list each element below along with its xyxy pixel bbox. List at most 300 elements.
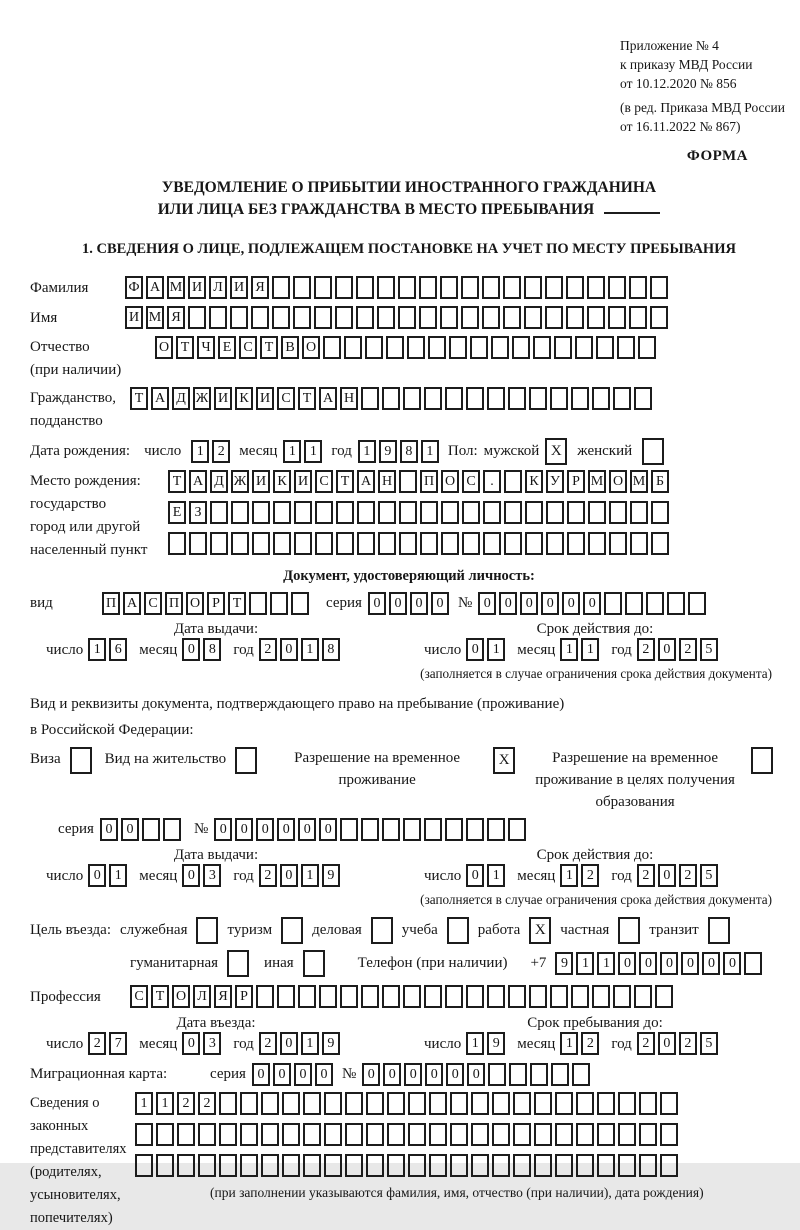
char-box [571,985,589,1008]
char-box: 0 [389,592,407,615]
char-box [513,1123,531,1146]
char-box [660,1092,678,1115]
char-box [639,1092,657,1115]
char-box [293,306,311,329]
char-box: А [319,387,337,410]
appendix-block [620,36,788,136]
char-box: 0 [214,818,232,841]
char-box [550,985,568,1008]
char-box: 0 [466,864,484,887]
char-box: Д [210,470,228,493]
birth-place-label: Место рождения: государство город или другой населенный пункт [30,473,148,558]
char-box [303,1092,321,1115]
appendix-line: к приказу МВД России [620,57,753,72]
char-box [576,1092,594,1115]
char-box [293,276,311,299]
purpose-study-checkbox [447,917,469,944]
char-box [545,276,563,299]
char-box [366,1092,384,1115]
char-box: 0 [658,864,676,887]
char-box [445,818,463,841]
char-box [567,501,585,524]
char-box [588,501,606,524]
char-box [492,1154,510,1177]
char-box [382,818,400,841]
char-box [135,1123,153,1146]
stay-doc-issue-date: число 0 1 месяц 0 3 год 2 0 1 9 [46,864,352,889]
valid-until-title: Срок действия до: [536,847,654,863]
char-box [503,306,521,329]
char-box [445,985,463,1008]
char-box [345,1123,363,1146]
citizenship-boxes [130,387,655,410]
char-box [198,1154,216,1177]
char-box [471,1123,489,1146]
identity-doc-kind-field: вид П А С П О Р Т серия 0 0 0 0 № 0 0 0 0 0 0 [30,591,788,616]
char-box [361,818,379,841]
char-box: И [252,470,270,493]
char-box [429,1154,447,1177]
purpose-work-checkbox: X [529,917,551,944]
char-box [618,1154,636,1177]
given-name-label: Имя [30,310,58,326]
citizenship-field [30,387,788,433]
char-box [335,306,353,329]
char-box: Н [378,470,396,493]
char-box [567,532,585,555]
char-box [230,306,248,329]
char-box: 0 [280,864,298,887]
char-box [524,276,542,299]
char-box [315,501,333,524]
char-box [508,985,526,1008]
char-box [546,501,564,524]
char-box [240,1123,258,1146]
char-box: Л [193,985,211,1008]
stay-doc-number-boxes [214,818,529,841]
char-box [572,1063,590,1086]
char-box [272,276,290,299]
char-box [188,306,206,329]
char-box: 2 [88,1032,106,1055]
char-box [403,985,421,1008]
char-box: И [294,470,312,493]
purpose-tourism-checkbox [281,917,303,944]
char-box [357,501,375,524]
char-box [655,985,673,1008]
birth-place-row-3 [168,532,672,555]
char-box: О [441,470,459,493]
valid-until-title: Срок действия до: [536,621,654,637]
char-box: 0 [466,638,484,661]
char-box: 1 [109,864,127,887]
char-box [509,1063,527,1086]
char-box: 1 [576,952,594,975]
char-box: В [281,336,299,359]
char-box: Л [209,276,227,299]
char-box [387,1154,405,1177]
char-box: Р [235,985,253,1008]
char-box: 2 [679,638,697,661]
migration-number-boxes [362,1063,593,1086]
char-box [487,818,505,841]
char-box [555,1154,573,1177]
char-box [210,532,228,555]
gender-male-label: мужской [483,443,540,459]
char-box: 0 [541,592,559,615]
char-box: 1 [135,1092,153,1115]
char-box: 6 [109,638,127,661]
residence-permit-checkbox [235,747,257,774]
char-box [340,818,358,841]
char-box: М [588,470,606,493]
char-box [252,501,270,524]
char-box: Т [336,470,354,493]
entry-date: число 2 7 месяц 0 3 год 2 0 1 9 [46,1032,352,1057]
char-box: 2 [212,440,230,463]
char-box: 1 [301,638,319,661]
entry-date-headers [30,1015,788,1032]
migration-card-label: Миграционная карта: [30,1066,168,1082]
char-box: 0 [319,818,337,841]
char-box: С [130,985,148,1008]
char-box: . [483,470,501,493]
char-box [356,276,374,299]
char-box: 0 [446,1063,464,1086]
char-box: 2 [259,864,277,887]
char-box [231,501,249,524]
char-box [399,532,417,555]
migration-card-field: Миграционная карта: серия 0 0 0 0 № 0 0 0 0 0 0 [30,1062,788,1087]
char-box [387,1123,405,1146]
char-box [403,818,421,841]
char-box: А [123,592,141,615]
char-box [219,1123,237,1146]
patronymic-label: Отчество (при наличии) [30,339,122,378]
char-box: А [146,276,164,299]
char-box [450,1092,468,1115]
char-box [441,532,459,555]
char-box: 2 [259,638,277,661]
temp-residence-education-checkbox [751,747,773,774]
char-box [440,276,458,299]
birth-year-boxes [358,440,442,463]
char-box [613,387,631,410]
surname-boxes [125,276,671,299]
char-box: П [165,592,183,615]
char-box [251,306,269,329]
char-box: 0 [294,1063,312,1086]
char-box [357,532,375,555]
char-box: 1 [581,638,599,661]
char-box: 5 [700,1032,718,1055]
char-box: 0 [425,1063,443,1086]
char-box [261,1154,279,1177]
char-box: Т [151,985,169,1008]
char-box: Б [651,470,669,493]
birth-date-label: Дата рождения: [30,443,131,459]
char-box: О [302,336,320,359]
purpose-business-checkbox [371,917,393,944]
char-box: 1 [283,440,301,463]
legal-reps-row-2 [135,1123,704,1146]
char-box [466,985,484,1008]
appendix-line: Приложение № 4 [620,38,719,53]
char-box [629,276,647,299]
char-box [551,1063,569,1086]
profession-boxes [130,985,676,1008]
char-box [587,306,605,329]
char-box [461,306,479,329]
char-box [303,1154,321,1177]
char-box: 0 [368,592,386,615]
char-box: И [214,387,232,410]
page-title [30,177,788,221]
char-box [398,276,416,299]
char-box: 0 [499,592,517,615]
char-box [504,501,522,524]
form-label: ФОРМА [686,148,748,164]
char-box [298,985,316,1008]
title-line-2: ИЛИ ЛИЦА БЕЗ ГРАЖДАНСТВА В МЕСТО ПРЕБЫВАНИЯ [30,199,788,221]
char-box [604,592,622,615]
char-box: 9 [379,440,397,463]
char-box [282,1154,300,1177]
char-box [534,1154,552,1177]
char-box [142,818,160,841]
char-box [377,306,395,329]
char-box: Т [228,592,246,615]
char-box: 0 [256,818,274,841]
char-box: 0 [273,1063,291,1086]
purpose-private-checkbox [618,917,640,944]
char-box [617,336,635,359]
legal-reps-row-3 [135,1154,704,1177]
birth-month-boxes [283,440,325,463]
gender-label: Пол: [447,443,478,459]
char-box [667,592,685,615]
birth-day-boxes [191,440,233,463]
char-box [378,501,396,524]
char-box [382,387,400,410]
phone-prefix: +7 [530,955,547,971]
char-box [608,276,626,299]
phone-digit-boxes [555,952,765,975]
stay-until-date: число 1 9 месяц 1 2 год 2 0 2 5 [424,1032,730,1057]
section1-heading: 1. СВЕДЕНИЯ О ЛИЦЕ, ПОДЛЕЖАЩЕМ ПОСТАНОВКЕ НА УЧЕТ ПО МЕСТУ ПРЕБЫВАНИЯ [82,241,736,257]
char-box: 1 [560,638,578,661]
birth-place-row-2 [168,501,672,524]
char-box: Т [168,470,186,493]
char-box: 8 [203,638,221,661]
char-box: П [420,470,438,493]
char-box [492,1092,510,1115]
char-box [512,336,530,359]
char-box [550,387,568,410]
char-box: Д [172,387,190,410]
char-box: А [357,470,375,493]
purpose-label: Цель въезда: [30,922,111,938]
char-box: 0 [562,592,580,615]
char-box: С [144,592,162,615]
char-box [504,470,522,493]
char-box [534,1092,552,1115]
char-box [156,1123,174,1146]
char-box [324,1092,342,1115]
char-box [424,985,442,1008]
char-box: 3 [203,1032,221,1055]
char-box [429,1123,447,1146]
char-box: А [189,470,207,493]
char-box [424,818,442,841]
char-box [336,501,354,524]
char-box [209,306,227,329]
char-box [219,1154,237,1177]
char-box: 5 [700,638,718,661]
char-box [272,306,290,329]
char-box [625,592,643,615]
char-box [428,336,446,359]
residence-permit-option: Вид на жительство [105,747,257,774]
issue-date-title: Дата выдачи: [173,847,259,863]
char-box [408,1092,426,1115]
char-box: Е [168,501,186,524]
char-box: 0 [252,1063,270,1086]
char-box: С [239,336,257,359]
char-box [219,1092,237,1115]
char-box [449,336,467,359]
char-box: 2 [198,1092,216,1115]
entry-dates [30,1032,788,1057]
char-box [554,336,572,359]
char-box [646,592,664,615]
visa-option: Виза [30,747,92,774]
char-box: 0 [182,1032,200,1055]
char-box [513,1092,531,1115]
char-box [282,1123,300,1146]
char-box [555,1123,573,1146]
issue-date-title: Дата выдачи: [173,621,259,637]
char-box [419,276,437,299]
gender-female-label: женский [577,443,633,459]
char-box: Я [214,985,232,1008]
char-box [345,1154,363,1177]
char-box [555,1092,573,1115]
char-box [210,501,228,524]
stay-doc-dates [30,864,788,889]
char-box: Р [207,592,225,615]
char-box [336,532,354,555]
char-box [168,532,186,555]
legal-reps-label: Сведения о законных представителях (родителях, усыновителях, попечителях) [30,1095,127,1226]
char-box [638,336,656,359]
char-box [273,532,291,555]
char-box: 0 [723,952,741,975]
appendix-line: от 10.12.2020 № 856 [620,76,737,91]
migration-series-boxes [252,1063,336,1086]
char-box [592,387,610,410]
purpose-official-checkbox [196,917,218,944]
char-box [407,336,425,359]
char-box [156,1154,174,1177]
char-box: 0 [182,638,200,661]
char-box [525,501,543,524]
char-box [597,1092,615,1115]
char-box [450,1123,468,1146]
char-box [487,985,505,1008]
char-box [366,1154,384,1177]
char-box [508,818,526,841]
char-box: 2 [177,1092,195,1115]
char-box: 2 [637,1032,655,1055]
char-box: 0 [681,952,699,975]
char-box: 0 [315,1063,333,1086]
purpose-transit-checkbox [708,917,730,944]
char-box [340,985,358,1008]
char-box [365,336,383,359]
char-box [504,532,522,555]
char-box: 2 [581,1032,599,1055]
patronymic-field [30,336,788,382]
char-box [441,501,459,524]
char-box [597,1123,615,1146]
char-box [382,985,400,1008]
char-box: 2 [679,864,697,887]
char-box: 1 [304,440,322,463]
identity-doc-date-headers [30,621,788,638]
char-box [356,306,374,329]
char-box: О [172,985,190,1008]
char-box: 2 [637,864,655,887]
char-box: Н [340,387,358,410]
char-box: 7 [109,1032,127,1055]
char-box [566,276,584,299]
char-box [314,276,332,299]
char-box: И [125,306,143,329]
char-box [618,1123,636,1146]
char-box [335,276,353,299]
char-box [488,1063,506,1086]
char-box [744,952,762,975]
stay-doc-date-headers [30,847,788,864]
birth-place-field [30,470,788,563]
char-box [608,306,626,329]
char-box [629,306,647,329]
stay-until-title: Срок пребывания до: [527,1015,663,1031]
char-box [377,276,395,299]
temp-residence-education-option: Разрешение на временное проживание в целях получения образования [528,747,773,813]
char-box: 1 [88,638,106,661]
char-box [688,592,706,615]
given-name-field [30,306,788,331]
stay-doc-note: (заполняется в случае ограничения срока действия документа) [420,892,772,907]
char-box: З [189,501,207,524]
title-line-1: УВЕДОМЛЕНИЕ О ПРИБЫТИИ ИНОСТРАННОГО ГРАЖДАНИНА [161,179,657,196]
char-box: 2 [259,1032,277,1055]
char-box [613,985,631,1008]
char-box: П [102,592,120,615]
char-box: К [525,470,543,493]
visa-checkbox [70,747,92,774]
char-box [587,276,605,299]
char-box: 0 [702,952,720,975]
identity-issue-date: число 1 6 месяц 0 8 год 2 0 1 8 [46,638,352,663]
char-box: 0 [277,818,295,841]
char-box: 9 [555,952,573,975]
char-box: 0 [660,952,678,975]
char-box: Ж [231,470,249,493]
char-box [487,387,505,410]
